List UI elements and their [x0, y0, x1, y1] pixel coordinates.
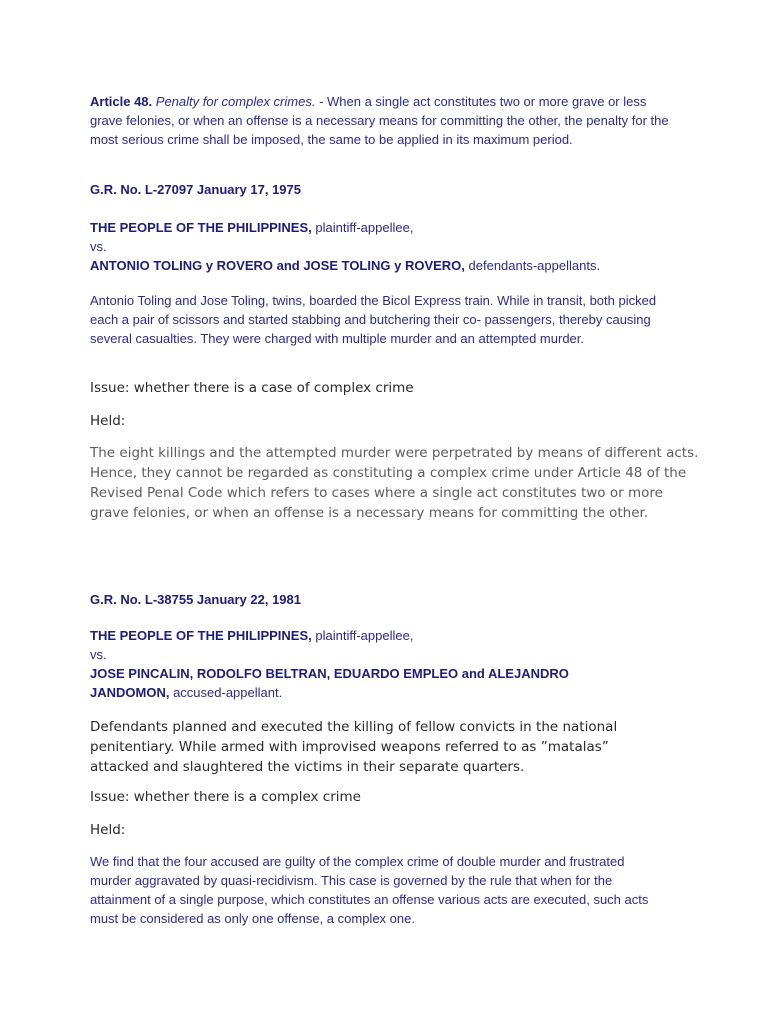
case2-parties: [90, 626, 630, 702]
case2-vs: vs.: [90, 647, 107, 662]
case1-plaintiff-role: plaintiff-appellee,: [311, 220, 414, 235]
case2-gr-number: G.R. No. L-38755 January 22, 1981: [90, 592, 301, 607]
case1-held-text: The eight killings and the attempted murder were perpetrated by means of different acts. Hence, they cannot be regarded as constituting a complex crime under Article 48 of the Revised Penal Code which refers to cases where a single act constitutes two or more grave felonies, or when an offense is a necessary means for committing the other.: [90, 445, 699, 521]
case2-held-label: Held:: [90, 822, 126, 838]
case2-held-text: We find that the four accused are guilty of the complex crime of double murder and frustrated murder aggravated by quasi-recidivism. This case is governed by the rule that when for the attainment of a single purpose, which constitutes an offense various acts are executed, such acts must be considered as only one offense, a complex one.: [90, 854, 649, 926]
case1-defendant-name: ANTONIO TOLING y ROVERO and JOSE TOLING y ROVERO,: [90, 258, 465, 273]
case2-facts: Defendants planned and executed the killing of fellow convicts in the national penitentiary. While armed with improvised weapons referred to as ”matalas” attacked and slaughtered the victims in their separate quarters.: [90, 719, 618, 775]
case1-issue: Issue: whether there is a case of complex crime: [90, 380, 414, 396]
case1-plaintiff-name: THE PEOPLE OF THE PHILIPPINES,: [90, 220, 312, 235]
article-label: Article 48.: [90, 94, 153, 109]
case1-parties: [90, 218, 690, 275]
article-text: - When a single act constitutes two or more grave or less grave felonies, or when an offense is a necessary means for committing the other, the penalty for the most serious crime shall be imposed, the same to be applied in its maximum period.: [90, 94, 669, 147]
case2-defendant-name: JOSE PINCALIN, RODOLFO BELTRAN, EDUARDO EMPLEO and ALEJANDRO JANDOMON,: [90, 666, 569, 700]
case1-held-label: Held:: [90, 413, 126, 429]
case2-plaintiff-role: plaintiff-appellee,: [311, 628, 414, 643]
case2-issue: Issue: whether there is a complex crime: [90, 789, 361, 805]
case2-defendant-role: accused-appellant.: [169, 685, 283, 700]
article-title: Penalty for complex crimes.: [155, 94, 316, 109]
case1-defendant-role: defendants-appellants.: [464, 258, 601, 273]
case1-vs: vs.: [90, 239, 107, 254]
case2-plaintiff-name: THE PEOPLE OF THE PHILIPPINES,: [90, 628, 312, 643]
article-48-paragraph: [90, 92, 670, 149]
case1-facts: Antonio Toling and Jose Toling, twins, boarded the Bicol Express train. While in transit, both picked each a pair of scissors and started stabbing and butchering their co- passengers, thereby causing several casualties. They were charged with multiple murder and an attempted murder.: [90, 293, 657, 346]
case1-gr-number: G.R. No. L-27097 January 17, 1975: [90, 182, 301, 197]
